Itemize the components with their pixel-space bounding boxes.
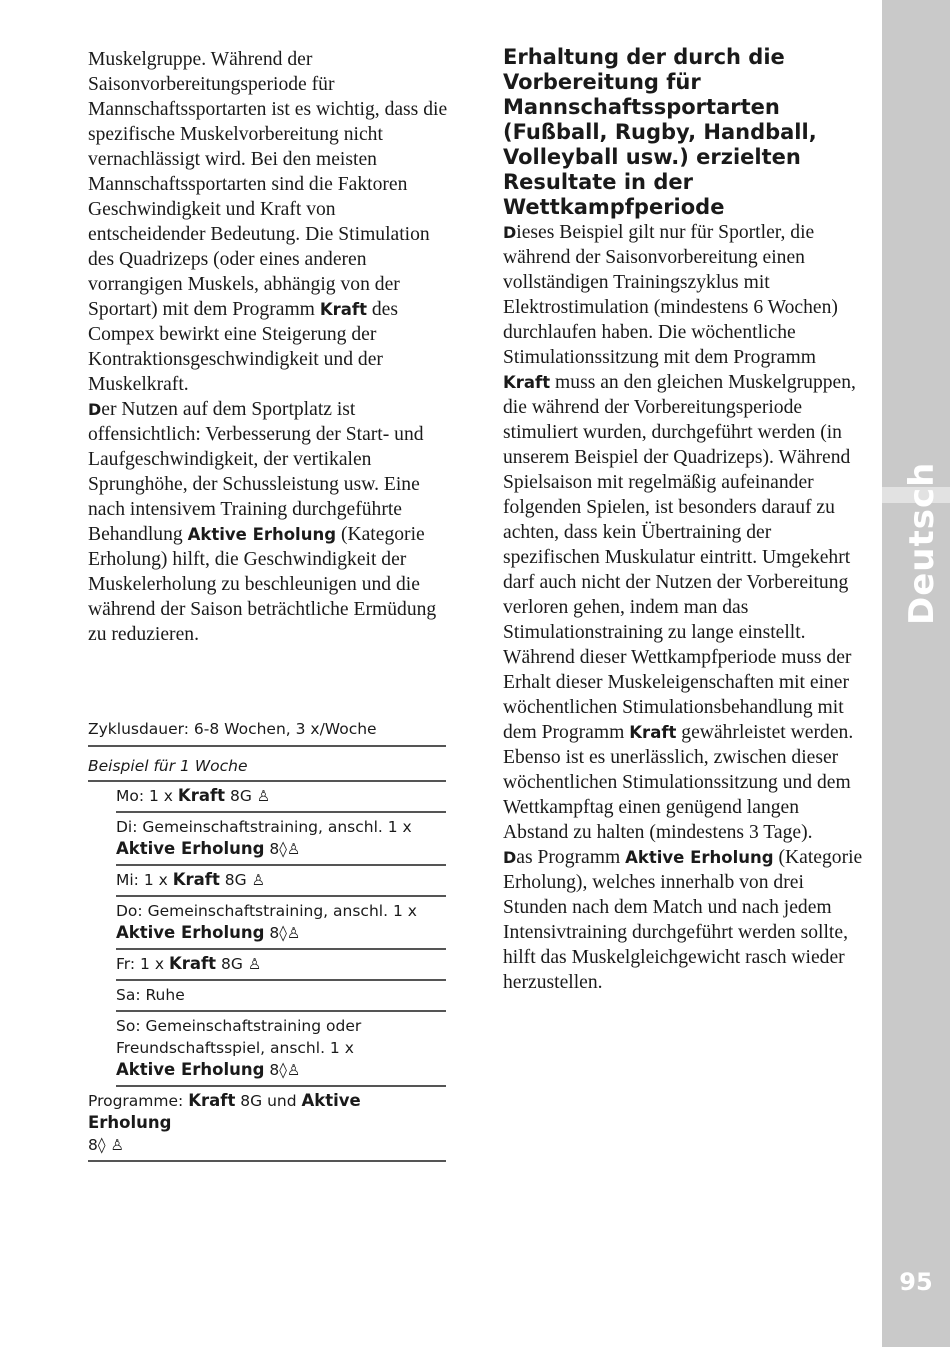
section-heading: Erhaltung der durch die Vorbereitung für Mannschaftssportarten (Fußball, Rugby, Handball, Volleyball usw.) erzielten Resultate in der Wettkampfperiode xyxy=(503,45,817,219)
athlete-figure-icon: ♙ xyxy=(286,1061,301,1079)
paragraph-competition-maintenance: Dieses Beispiel gilt nur für Sportler, die während der Saisonvorbereitung einen vollständigen Trainingszyklus mit Elektrostimulation (mindestens 6 Wochen) durchlaufen haben. Die wöchentliche Stimulationssitzung mit dem Programm Kraft muss an den gleichen Muskelgruppen, die während der Vorbereitungsperiode stimuliert wurden, durchgeführt werden (in unserem Beispiel der Quadrizeps). Während Spielsaison mit regelmäßig aufeinander folgenden Spielen, ist besonders darauf zu achten, dass kein Übertraining der spezifischen Muskulatur eintritt. Umgekehrt darf auch nicht der Nutzen der Vorbereitung verloren gehen, indem man das Stimulationstraining zu lange einstellt. Während dieser Wettkampfperiode muss der Erhalt dieser Muskeleigenschaften mit einer wöchentlichen Stimulationsbehandlung mit dem Programm Kraft gewährleistet werden. Ebenso ist es unerlässlich, zwischen dieser wöchentlichen Stimulationssitzung und dem Wettkampftag einen genügend langen Abstand zu halten (mindestens 3 Tage). xyxy=(503,222,856,843)
athlete-figure-icon: ♙ xyxy=(286,840,301,858)
schedule-row-saturday: Sa: Ruhe xyxy=(116,981,446,1012)
left-column xyxy=(88,47,450,647)
schedule-row-sunday: So: Gemeinschaftstraining oder Freundschaftsspiel, anschl. 1 x Aktive Erholung 8◊♙ xyxy=(116,1012,446,1087)
athlete-figure-icon: ♙ xyxy=(247,955,262,973)
program-name-kraft: Kraft xyxy=(319,300,367,319)
drop-cap: D xyxy=(503,848,517,867)
athlete-figure-icon: ♙ xyxy=(251,871,266,889)
drop-cap: D xyxy=(88,400,102,419)
programs-row: Programme: Kraft 8G und Aktive Erholung 8◊ ♙ xyxy=(88,1087,446,1162)
program-name-aktive-erholung: Aktive Erholung xyxy=(187,525,337,544)
right-column xyxy=(503,45,863,995)
language-label xyxy=(902,565,942,625)
paragraph-recovery-program: Das Programm Aktive Erholung (Kategorie Erholung), welches innerhalb von drei Stunden nach dem Match und nach jedem Intensivtraining durchgeführt werden sollte, hilft das Muskelgleichgewicht rasch wieder herzustellen. xyxy=(503,847,863,993)
schedule-row-tuesday: Di: Gemeinschaftstraining, anschl. 1 x Aktive Erholung 8◊♙ xyxy=(116,813,446,866)
paragraph-muscle-preparation: Muskelgruppe. Während der Saisonvorbereitungsperiode für Mannschaftssportarten ist es wichtig, dass die spezifische Muskelvorbereitung nicht vernachlässigt wird. Bei den meisten Mannschaftssportarten sind die Faktoren Geschwindigkeit und Kraft von entscheidender Bedeutung. Die Stimulation des Quadrizeps (oder eines anderen vorrangigen Muskels, abhängig von der Sportart) mit dem Programm Kraft des Compex bewirkt eine Steigerung der Kontraktionsgeschwindigkeit und der Muskelkraft. xyxy=(88,49,448,395)
program-name-kraft: Kraft xyxy=(629,723,677,742)
cycle-duration-row: Zyklusdauer: 6-8 Wochen, 3 x/Woche xyxy=(88,718,446,747)
athlete-figure-icon: ♙ xyxy=(256,787,271,805)
athlete-figure-icon: ♙ xyxy=(110,1136,124,1154)
schedule-row-monday: Mo: 1 x Kraft 8G ♙ xyxy=(116,782,446,813)
page-number: 95 xyxy=(899,1268,933,1296)
training-schedule-table xyxy=(88,718,446,1162)
athlete-figure-icon: ♙ xyxy=(286,924,301,942)
language-sidebar xyxy=(882,0,950,1347)
program-name-aktive-erholung: Aktive Erholung xyxy=(625,848,774,867)
drop-cap: D xyxy=(503,223,517,242)
example-week-row: Beispiel für 1 Woche xyxy=(88,747,446,782)
program-name-kraft: Kraft xyxy=(503,373,551,392)
schedule-row-thursday: Do: Gemeinschaftstraining, anschl. 1 x Aktive Erholung 8◊♙ xyxy=(116,897,446,950)
schedule-row-wednesday: Mi: 1 x Kraft 8G ♙ xyxy=(116,866,446,897)
paragraph-field-benefit: Der Nutzen auf dem Sportplatz ist offensichtlich: Verbesserung der Start- und Laufgeschwindigkeit, der vertikalen Sprunghöhe, der Schussleistung usw. Eine nach intensivem Training durchgeführte Behandlung Aktive Erholung (Kategorie Erholung) hilft, die Geschwindigkeit der Muskelerholung zu beschleunigen und die während der Saison beträchtliche Ermüdung zu reduzieren. xyxy=(88,399,437,645)
schedule-row-friday: Fr: 1 x Kraft 8G ♙ xyxy=(116,950,446,981)
